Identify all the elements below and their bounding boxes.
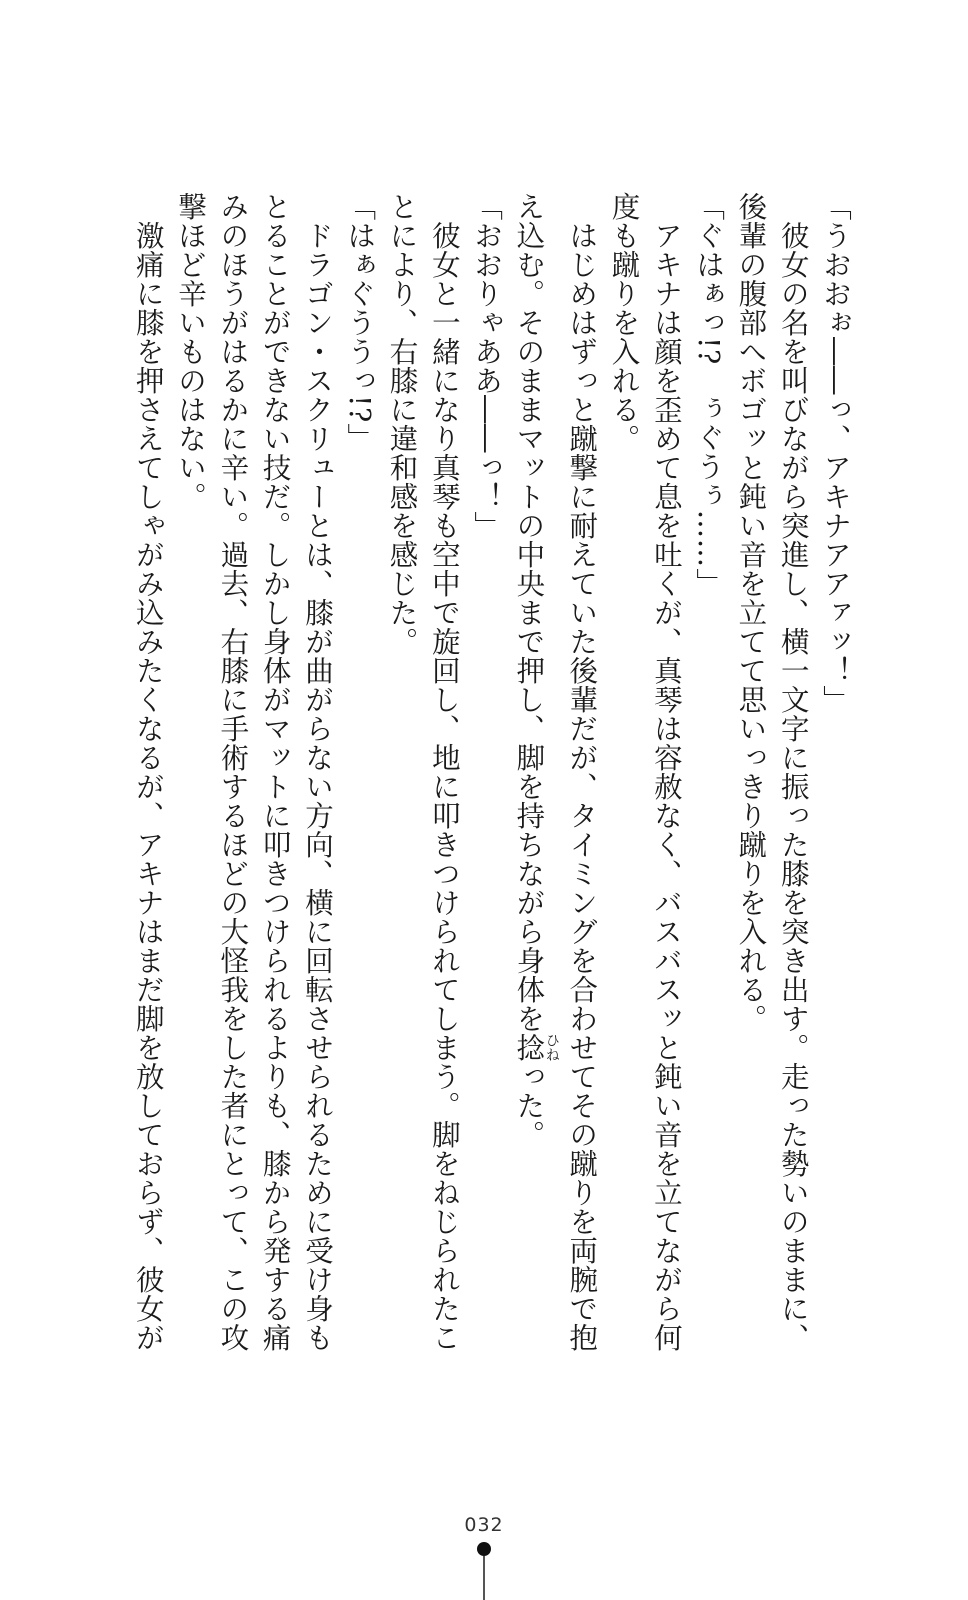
ruby-annotation [512,1032,560,1063]
page-marker-line [483,1556,485,1600]
text-line: 「ぐはぁっ!? ぅぐうぅ……」 [692,192,726,597]
text-segment: った。 [512,1062,546,1149]
text-line: 撃ほど辛いものはない。 [174,192,208,511]
text-line: とにより、右膝に違和感を感じた。 [385,192,419,656]
body-text [126,192,856,1352]
text-line: みのほうがはるかに辛い。過去、右膝に手術するほどの大怪我をした者にとって、この攻 [216,192,250,1352]
page-number: 032 [464,1514,504,1536]
text-line: はじめはずっと蹴撃に耐えていた後輩だが、タイミングを合わせてその蹴りを両腕で抱 [565,192,599,1352]
text-line: 「うおおぉ――っ、アキナアアァッ！」 [819,192,852,714]
page-marker-dot [477,1542,491,1556]
text-line: とることができない技だ。しかし身体がマットに叩きつけられるよりも、膝から発する痛 [258,192,292,1352]
ruby-base: 捻 [512,1032,546,1063]
text-line: 「はぁぐううっ!?」 [343,192,377,452]
text-line: 彼女と一緒になり真琴も空中で旋回し、地に叩きつけられてしまう。脚をねじられたこ [427,192,461,1352]
text-line: 後輩の腹部へボゴッと鈍い音を立てて思いっきり蹴りを入れる。 [734,192,768,1033]
text-line: アキナは顔を歪めて息を吐くが、真琴は容赦なく、バスバスッと鈍い音を立てながら何 [649,192,683,1352]
text-line: 度も蹴りを入れる。 [607,192,641,453]
text-line: 「おおりゃああ――っ！」 [470,192,504,540]
ruby-reading: ひね [543,1032,560,1063]
text-line-with-ruby [507,192,560,1342]
text-line: 激痛に膝を押さえてしゃがみ込みたくなるが、アキナはまだ脚を放しておらず、彼女が [131,192,165,1352]
text-line: 彼女の名を叫びながら突進し、横一文字に振った膝を突き出す。走った勢いのままに、 [776,192,810,1352]
text-line: ドラゴン・スクリューとは、膝が曲がらない方向、横に回転させられるために受け身も [300,192,334,1352]
text-segment: え込む。そのままマットの中央まで押し、脚を持ちながら身体を [512,192,546,1033]
